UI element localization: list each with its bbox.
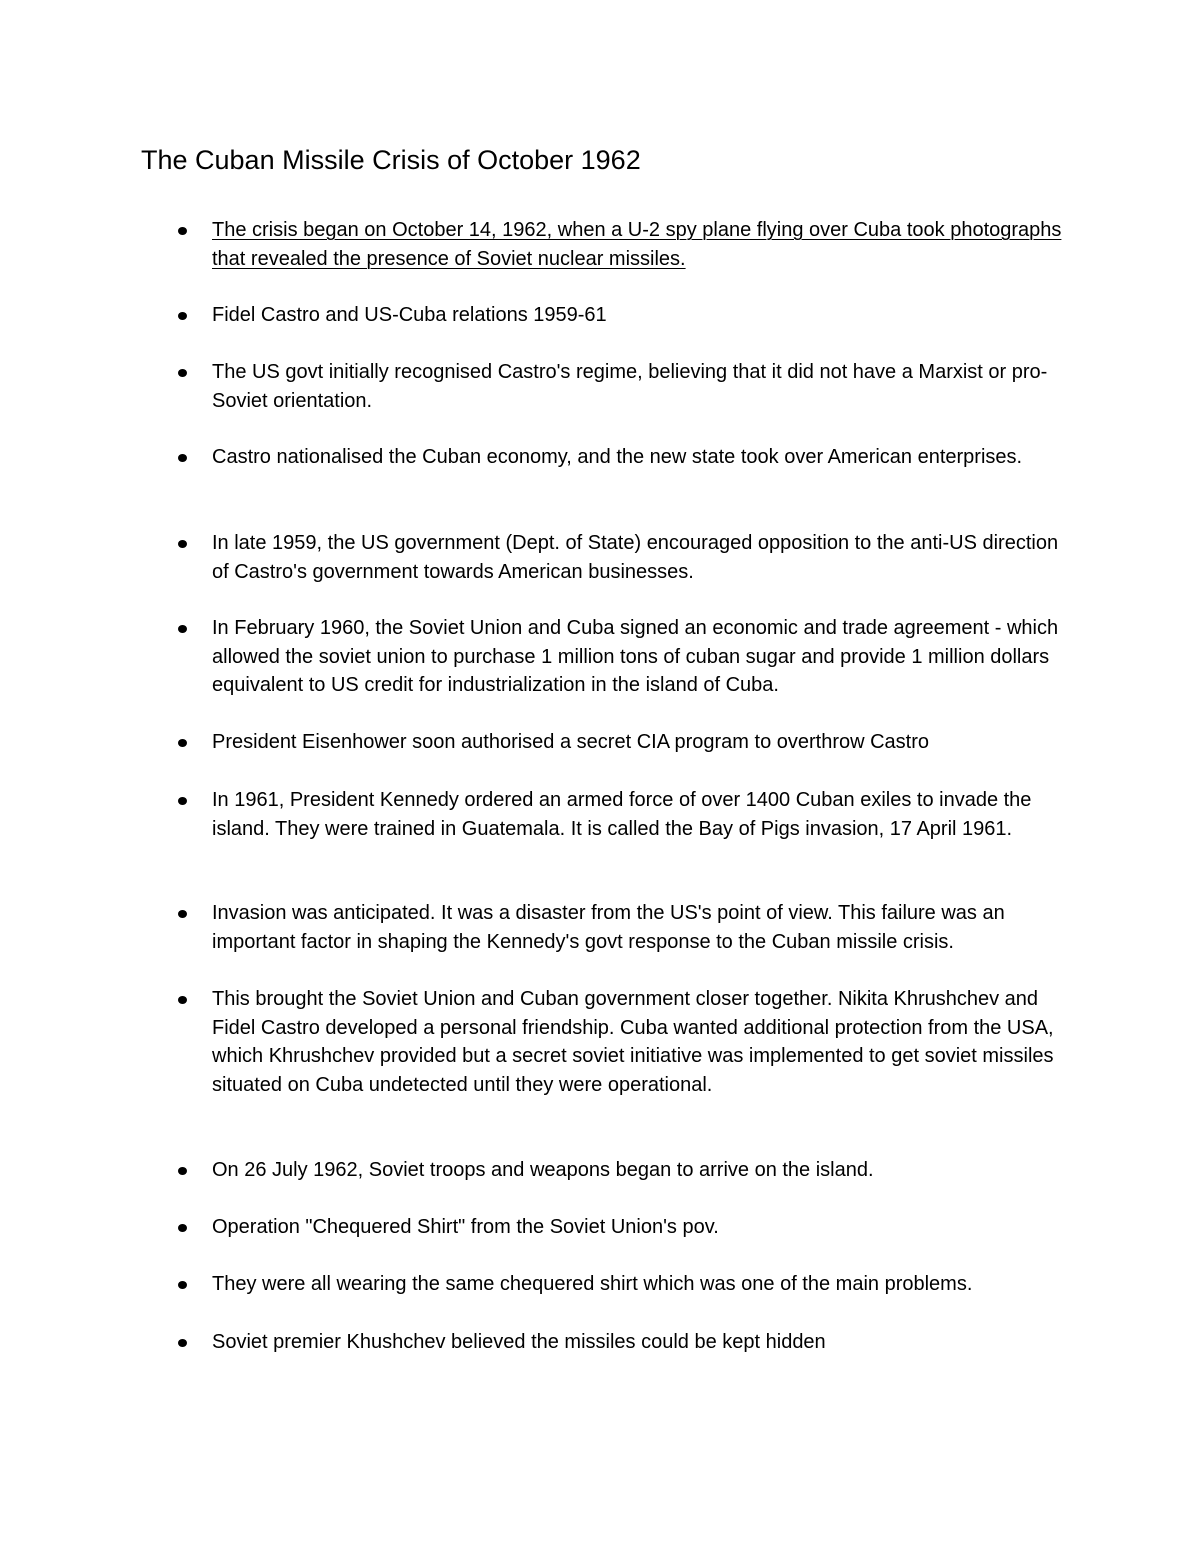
list-item-text: On 26 July 1962, Soviet troops and weapons began to arrive on the island.: [212, 1159, 874, 1181]
list-item-text: The crisis began on October 14, 1962, when a U-2 spy plane flying over Cuba took photographs that revealed the presence of Soviet nuclear missiles.: [212, 219, 1062, 270]
list-item-text: President Eisenhower soon authorised a secret CIA program to overthrow Castro: [212, 731, 930, 753]
list-item-text: Invasion was anticipated. It was a disaster from the US's point of view. This failure was an important factor in shaping the Kennedy's govt response to the Cuban missile crisis.: [212, 902, 1005, 953]
document-title: The Cuban Missile Crisis of October 1962: [141, 145, 641, 175]
list-item-text: Operation "Chequered Shirt" from the Soviet Union's pov.: [212, 1216, 719, 1238]
bullet-icon: [178, 1339, 187, 1347]
list-item-text: Soviet premier Khushchev believed the missiles could be kept hidden: [212, 1331, 826, 1353]
bullet-icon: [178, 1224, 187, 1232]
list-item-text: In 1961, President Kennedy ordered an armed force of over 1400 Cuban exiles to invade the island. They were trained in Guatemala. It is called the Bay of Pigs invasion, 17 April 1961.: [212, 789, 1032, 840]
bullet-icon: [178, 625, 187, 633]
bullet-icon: [178, 1167, 187, 1175]
bullet-icon: [178, 910, 187, 918]
bullet-icon: [178, 797, 187, 805]
list-item-text: Castro nationalised the Cuban economy, and the new state took over American enterprises.: [212, 446, 1023, 468]
list-item-text: In February 1960, the Soviet Union and Cuba signed an economic and trade agreement - which allowed the soviet union to purchase 1 million tons of cuban sugar and provide 1 million dollars equivalent to US credit for industrialization in the island of Cuba.: [212, 617, 1059, 696]
list-item-text: In late 1959, the US government (Dept. of State) encouraged opposition to the anti-US direction of Castro's government towards American businesses.: [212, 532, 1059, 583]
bullet-icon: [178, 1281, 187, 1289]
list-item-text: This brought the Soviet Union and Cuban government closer together. Nikita Khrushchev and Fidel Castro developed a personal friendship. Cuba wanted additional protection from the USA, which Khrushchev provided but a secret soviet initiative was implemented to get soviet missiles situated on Cuba undetected until they were operational.: [212, 988, 1054, 1096]
bullet-icon: [178, 227, 187, 235]
bullet-icon: [178, 312, 187, 320]
bullet-icon: [178, 996, 187, 1004]
bullet-icon: [178, 369, 187, 377]
list-item-text: The US govt initially recognised Castro's regime, believing that it did not have a Marxist or pro-Soviet orientation.: [212, 361, 1048, 412]
list-item-text: Fidel Castro and US-Cuba relations 1959-61: [212, 304, 607, 326]
bullet-icon: [178, 739, 187, 747]
bullet-icon: [178, 454, 187, 462]
list-item-text: They were all wearing the same chequered shirt which was one of the main problems.: [212, 1273, 973, 1295]
bullet-icon: [178, 540, 187, 548]
